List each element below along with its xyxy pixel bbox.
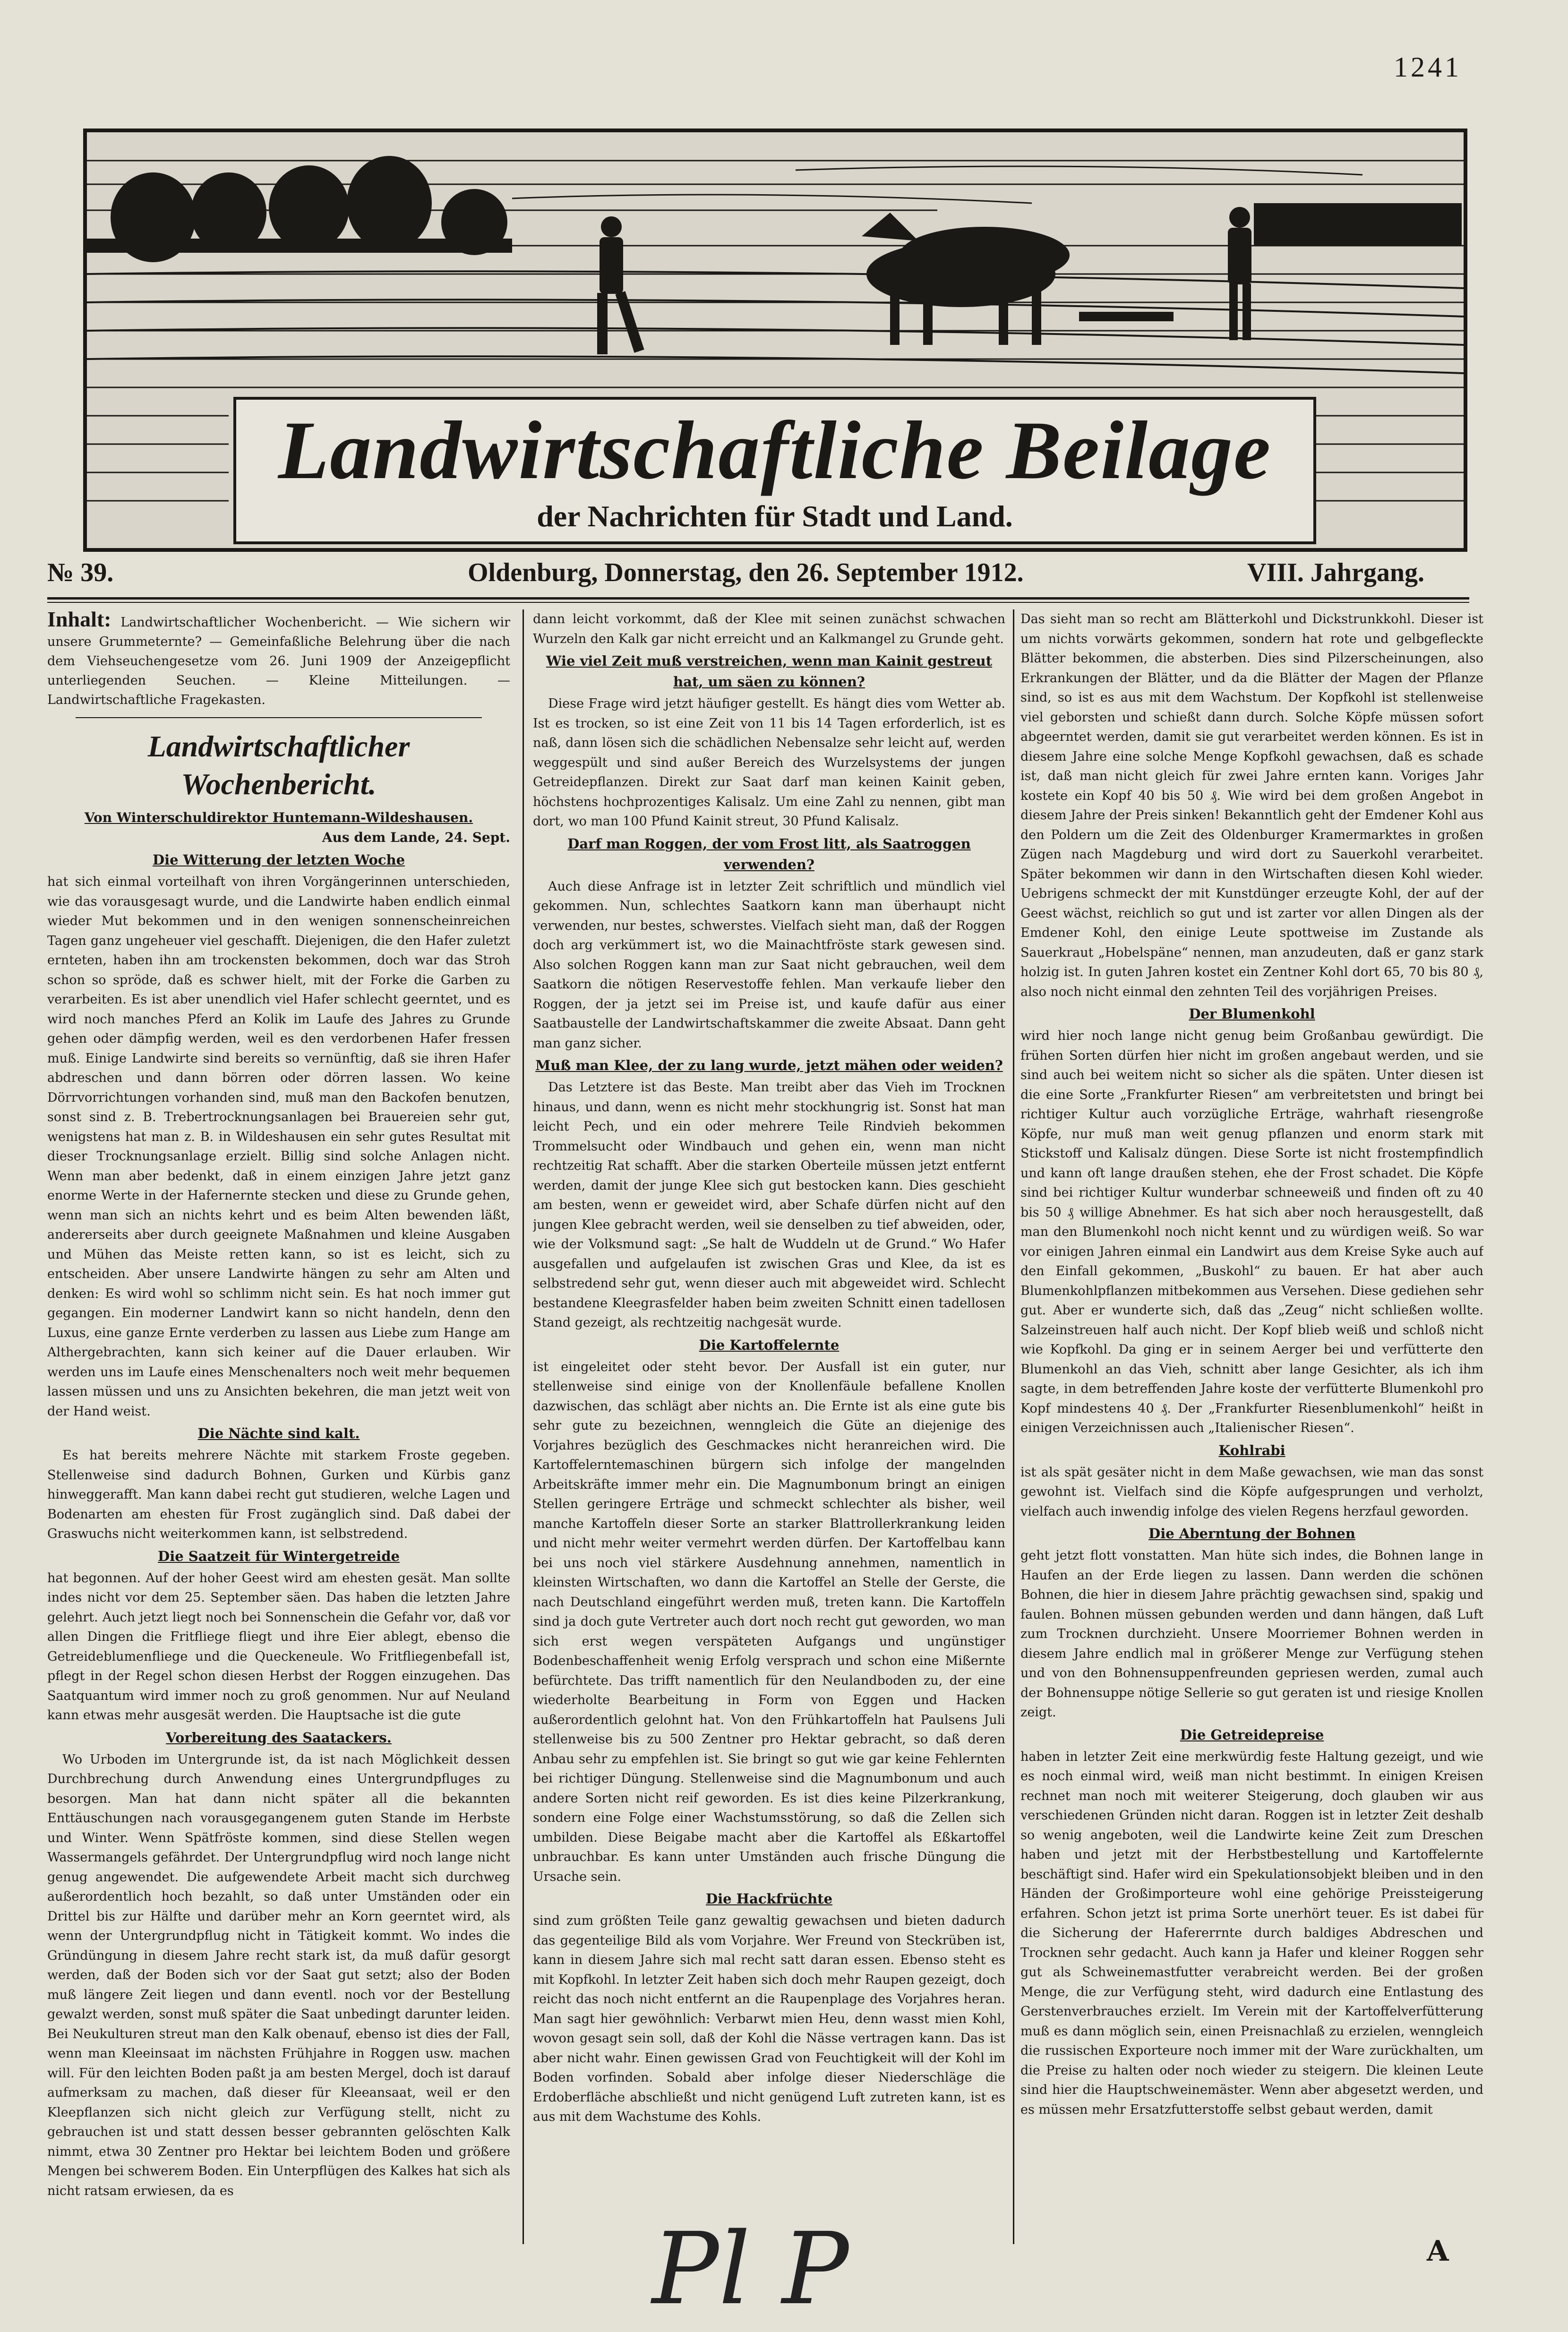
header-rule-thin [47, 602, 1469, 603]
column-3 [1020, 609, 1483, 2254]
paragraph: dann leicht vorkommt, daß der Klee mit seinen zunächst schwachen Wurzeln den Kalk gar nicht erreicht und an Kalkmangel zu Grunde geht. [533, 612, 1005, 646]
folio-number: 1241 [1394, 51, 1462, 83]
paragraph: wird hier noch lange nicht genug beim Großanbau gewürdigt. Die frühen Sorten dürfen hier nicht im großen angebaut werden, und sie sind auch bei weitem nicht so sicher als die späten. Unter diesen ist die eine Sorte „Frankfurter Riesen“ am verbreitetsten und bringt bei richtiger Kultur auch vorzügliche Erträge, wahrhaft riesengroße Köpfe, nur muß man weit genug pflanzen und enorm stark mit Stickstoff und Kalisalz düngen. Diese Sorte ist nicht frostempfindlich und kann oft lange draußen stehen, ehe der Frost schadet. Die Köpfe sind bei richtiger Kultur wunderbar schneeweiß und finden oft zu 40 bis 50 ₰ willige Abnehmer. Es hat sich aber noch herausgestellt, daß man den Blumenkohl noch nicht kennt und zu würdigen weiß. So war vor einigen Jahren einmal ein Landwirt aus dem Kreise Syke auch auf den Einfall gekommen, „Buskohl“ zu bauen. Er hat aber auch Blumenkohlpflanzen mitbekommen aus Versehen. Diese gediehen sehr gut. Aber er wunderte sich, daß das „Zeug“ nicht schließen wollte. Salzeinstreuen half auch nicht. Der Kopf blieb weiß und schloß nicht wie Kopfkohl. Da ging er in seinem Aerger bei und verfütterte den Blumenkohl an das Vieh, schnitt aber lange Gesichter, als ich ihm sagte, in dem betreffenden Jahre koste der verfütterte Blumenkohl pro Kopf mindestens 40 ₰. Der „Frankfurter Riesenblumenkohl“ heißt in einigen Verzeichnissen auch „Italienischer Riesen“. [1020, 1029, 1483, 1435]
issue-volume: VIII. Jahrgang. [1247, 558, 1424, 587]
paragraph: Auch diese Anfrage ist in letzter Zeit schriftlich und mündlich viel gekommen. Nun, schlechtes Saatkorn kann man überhaupt nicht verwenden, nur bestes, schwerstes. Vielfach sieht man, daß der Roggen doch arg verkümmert ist, wo die Mainachtfröste stark gewesen sind. Also solchen Roggen kann man zur Saat nicht gebrauchen, weil dem Saatkorn die nötigen Reservestoffe fehlen. Man verkaufe lieber den Roggen, der ja jetzt sei im Preise ist, und kaufe dafür aus einer Saatbaustelle der Landwirtschaftskammer die zweite Absaat. Dann geht man ganz sicher. [533, 879, 1005, 1051]
separator [76, 717, 482, 718]
column-divider [523, 609, 524, 2244]
paragraph: Das Letztere ist das Beste. Man treibt aber das Vieh im Trocknen hinaus, und dann, wenn es nicht mehr stockhungrig ist. Sonst hat man leicht Pech, und ein oder mehrere Teile Rindvieh bekommen Trommelsucht oder Windbauch und gehen ein, wenn man nicht rechtzeitig Rat schafft. Aber die starken Oberteile müssen jetzt entfernt werden, damit der junge Klee sich gut bestocken kann. Dies geschieht am besten, wenn er geweidet wird, aber Schafe dürfen nicht auf den jungen Klee gebracht werden, weil sie denselben zu tief abweiden, oder, wie der Volksmund sagt: „Se halt de Wuddeln ut de Grund.“ Wo Hafer ausgefallen und aufgelaufen ist zwischen Gras und Klee, da ist es selbstredend sehr gut, wenn dieser auch mit abgeweidet wird. Schlecht bestandene Kleegrasfelder haben beim zweiten Schnitt einen tadellosen Stand gezeigt, als rechtzeitig nachgesät wurde. [533, 1080, 1005, 1330]
section-heading: Die Witterung der letzten Woche [152, 852, 405, 868]
section-heading: Der Blumenkohl [1189, 1006, 1315, 1022]
section-heading: Muß man Klee, der zu lang wurde, jetzt mähen oder weiden? [535, 1057, 1003, 1073]
toc-text: Landwirtschaftlicher Wochenbericht. — Wie sichern wir unsere Grummeternte? — Gemeinfaßliche Belehrung über die nach dem Viehseuchengesetze vom 26. Juni 1909 der Anzeigepflicht unterliegenden Seuchen. — Kleine Mitteilungen. — Landwirtschaftliche Fragekasten. [47, 615, 510, 707]
section-heading: Die Kartoffelernte [699, 1337, 840, 1353]
paragraph: sind zum größten Teile ganz gewaltig gewachsen und bieten dadurch das gegenteilige Bild als vom Vorjahre. Wer Freund von Steckrüben ist, kann in diesem Jahre sich mal recht satt daran essen. Ebenso steht es mit Kopfkohl. In letzter Zeit haben sich doch mehr Raupen gezeigt, doch reicht das noch nicht entfernt an die Raupenplage des Vorjahres heran. Man sagt hier gewöhnlich: Verbarwt mien Heu, denn wasst mien Kohl, wovon gesagt sein soll, daß der Kohl die Nässe vertragen kann. Das ist aber nicht wahr. Einen gewissen Grad von Feuchtigkeit will der Kohl im Boden vorfinden. Sobald aber infolge dieser Niederschläge die Erdoberfläche abschließt und nicht genügend Luft zutreten kann, ist es aus mit dem Wachstume des Kohls. [533, 1913, 1005, 2124]
paragraph: Diese Frage wird jetzt häufiger gestellt. Es hängt dies vom Wetter ab. Ist es trocken, so ist eine Zeit von 11 bis 14 Tagen erforderlich, ist es naß, dann lösen sich die schädlichen Nebensalze sehr leicht auf, werden weggespült und sind außer Bereich des Wurzelsystems der jungen Getreidepflanzen. Direkt zur Saat darf man keinen Kainit geben, höchstens hochprozentiges Kalisalz. Um eine Zahl zu nennen, gibt man dort, wo man 100 Pfund Kainit streut, 30 Pfund Kalisalz. [533, 696, 1005, 829]
paragraph: Es hat bereits mehrere Nächte mit starkem Froste gegeben. Stellenweise sind dadurch Bohnen, Gurken und Kürbis ganz hinweggerafft. Man kann dabei recht gut studieren, welche Lagen und Bodenarten am ehesten für Frost zugänglich sind. Daß dabei der Graswuchs nicht weiterkommen kann, ist selbstredend. [47, 1448, 510, 1541]
paragraph: Das sieht man so recht am Blätterkohl und Dickstrunkkohl. Dieser ist um nichts vorwärts gekommen, sondern hat rote und gelbgefleckte Blätter bekommen, die absterben. Dies sind Pilzerscheinungen, also Erkrankungen der Blätter, und da die Blätter der Magen der Pflanze sind, so ist es aus mit dem Wachstum. Der Kopfkohl ist stellenweise viel geborsten und schießt dann durch. Solche Köpfe müssen sofort abgeerntet werden, damit sie gut verarbeitet werden können. Es ist in diesem Jahre eine solche Menge Kopfkohl gewachsen, daß es schade ist, daß man nicht gleich für zwei Jahre ernten kann. Voriges Jahr kostete ein Kopf 40 bis 50 ₰. Wie wird bei dem großen Angebot in diesem Jahre der Preis sinken! Bekanntlich geht der Emdener Kohl aus den Poldern um die Zeit des Oldenburger Kramermarktes in großen Zügen nach Magdeburg und wird dort zu Sauerkohl verarbeitet. Später bekommen wir dann in den Wirtschaften diesen Kohl wieder. Uebrigens schmeckt der mit Kunstdünger erzeugte Kohl, der auf der Geest wächst, reichlich so gut und ist zarter vor allen Dingen als der Emdener Kohl, den einige Leute spottweise im Zustande als Sauerkraut „Hobelspäne“ nennen, man anzudeuten, daß er ganz stark holzig ist. In guten Jahren kostet ein Zentner Kohl dort 65, 70 bis 80 ₰, also noch nicht einmal den zehnten Teil des vorjährigen Preises. [1020, 612, 1483, 999]
column-divider [1013, 609, 1014, 2244]
page-subtitle: der Nachrichten für Stadt und Land. [537, 499, 1013, 533]
paragraph: haben in letzter Zeit eine merkwürdig feste Haltung gezeigt, und wie es noch einmal wird, weiß man nicht bestimmt. In einigen Kreisen rechnet man noch mit weiterer Steigerung, doch glauben wir aus verschiedenen Gründen nicht daran. Roggen ist in letzter Zeit deshalb so wenig angeboten, weil die Landwirte keine Zeit zum Dreschen haben und jetzt mit der Herbstbestellung und Kartoffelernte beschäftigt sind. Hafer wird ein Spekulationsobjekt bleiben und in den Händen der Großimporteure wohl eine gehörige Preissteigerung erfahren. Schon jetzt ist prima Sorte unerhört teuer. Es ist dabei für die Sicherung der Hafererrnte durch baldiges Abdreschen und Trocknen sehr gedacht. Auch kann ja Hafer und kleiner Roggen sehr gut als Schweinemastfutter verabreicht werden. Bei der großen Menge, die zur Verfügung steht, wird dadurch eine Entlastung des Gerstenverbrauches erzielt. Im Verein mit der Kartoffelverfütterung muß es dann möglich sein, einen Preisnachlaß zu erzielen, wenngleich die russischen Exporteure noch immer mit der Ware zurückhalten, um die Preise zu halten oder noch wieder zu steigern. Die kleinen Leute sind hier die Hauptschweinemäster. Wenn aber abgesetzt werden, und es müssen mehr Ersatzfutterstoffe selbst gebaut werden, damit [1020, 1749, 1483, 2117]
paragraph: hat begonnen. Auf der hoher Geest wird am ehesten gesät. Man sollte indes nicht vor dem 25. September säen. Das haben die letzten Jahre gelehrt. Auch jetzt liegt noch bei Sonnenschein die Gefahr vor, daß vor allen Dingen die Fritfliege fliegt und ihre Eier ablegt, ebenso die Getreideblumenfliege und die Queckeneule. Wo Fritfliegenbefall ist, pflegt in der Regel schon diesen Herbst der Roggen einzugehen. Das Saatquantum wird immer noch zu groß genommen. Nur auf Neuland kann etwas mehr ausgesät werden. Die Hauptsache ist die gute [47, 1570, 510, 1723]
paragraph: Wo Urboden im Untergrunde ist, da ist nach Möglichkeit dessen Durchbrechung durch Anwendung eines Untergrundpfluges zu besorgen. Man hat dann nicht später all die bekannten Enttäuschungen nach vorausgegangenem guten Stande im Herbste und Winter. Wenn Spätfröste kommen, sind diese Stellen wegen Wassermangels gefährdet. Der Untergrundpflug wird noch lange nicht genug angewendet. Die aufgewendete Arbeit macht sich durchweg außerordentlich hoch bezahlt, so daß unter Umständen oder ein Drittel bis zur Hälfte und darüber mehr an Korn geerntet wird, als wenn der Untergrundpflug nicht in Tätigkeit kommt. Wo indes die Gründüngung in diesem Jahre recht stark ist, da muß dafür gesorgt werden, daß der Boden sich vor der Saat gut setzt; also der Boden muß längere Zeit liegen und dann eventl. noch vor der Bestellung gewalzt werden, sonst muß später die Saat unbedingt darunter leiden. Bei Neukulturen streut man den Kalk obenauf, ebenso ist dies der Fall, wenn man Kleeinsaat im nächsten Frühjahre in Roggen usw. machen will. Für den leichten Boden paßt ja am besten Mergel, doch ist darauf aufmerksam zu machen, daß dieser für Kleeansaat, weil er den Kleepflanzen sich nicht gleich zur Verfügung stellt, nicht zu gebrauchen ist und statt dessen besser gebrannten gelöschten Kalk nimmt, etwa 30 Zentner pro Hektar bei leichtem Boden und größere Mengen bei schwerem Boden. Ein Unterpflügen des Kalkes hat sich als nicht ratsam erwiesen, da es [47, 1752, 510, 2198]
paragraph: geht jetzt flott vonstatten. Man hüte sich indes, die Bohnen lange in Haufen an der Erde liegen zu lassen. Dann werden die schönen Bohnen, die hier in diesem Jahre prächtig gewachsen sind, spakig und faulen. Bohnen müssen gebunden werden und dann hängen, daß Luft zum Trocknen durchzieht. Unsere Moorriemer Bohnen werden in diesem Jahre endlich mal in größerer Menge zur Verfügung stehen und von den Bohnensuppenfreunden gepriesen werden, zumal auch der Bohnensuppe nötige Sellerie so gut geraten ist und riesige Knollen zeigt. [1020, 1548, 1483, 1720]
masthead [83, 129, 1467, 552]
column-2 [533, 609, 1005, 2254]
paragraph: hat sich einmal vorteilhaft von ihren Vorgängerinnen unterschieden, wie das vorausgesagt wurde, und die Landwirte haben endlich einmal wieder Mut bekommen und in den wenigen sonnenscheinreichen Tagen ganz ungeheuer viel geschafft. Diejenigen, die den Hafer zuletzt ernteten, haben ihn am trockensten bekommen, doch war das Stroh schon so spröde, daß es schwer hielt, mit der Forke die Garben zu verarbeiten. Es ist aber unendlich viel Hafer schlecht geerntet, und es wird noch manches Pferd an Kolik im Laufe des Jahres zu Grunde gehen oder dämpfig werden, weil es den verdorbenen Hafer fressen muß. Einige Landwirte sind bereits so vernünftig, daß sie ihren Hafer abdreschen und dann börren oder dörren lassen. Wo keine Dörrvorrichtungen vorhanden sind, muß man den Backofen benutzen, sonst sind z. B. Trebertrocknungsanlagen bei Brauereien sehr gut, wenigstens hat man z. B. in Wildeshausen ein sehr gutes Resultat mit dieser Trocknungsanlage erzielt. Billig sind solche Anlagen nicht. Wenn man aber bedenkt, daß in einem einzigen Jahre jetzt ganz enorme Werte in der Hafernernte stecken und diese zu Grunde gehen, wenn man sich an nichts kehrt und es beim Alten bewenden läßt, andererseits aber durch geeignete Maßnahmen und kleine Ausgaben und Mühen das Meiste retten kann, so ist es leicht, sich zu entscheiden. Aber unsere Landwirte hängen zu sehr am Alten und denken: Es wird wohl so schlimm nicht sein. Es hat noch immer gut gegangen. Ein moderner Landwirt kann so nicht handeln, denn den Luxus, eine ganze Ernte verderben zu lassen aus Liebe zum Hange am Althergebrachten, kann sich keiner auf die Dauer erlauben. Wir werden uns im Laufe eines Menschenalters noch weit mehr bequemen lassen müssen und uns zu Ansichten bekehren, die man jetzt weit von der Hand weist. [47, 874, 510, 1419]
article-title: Landwirtschaftlicher Wochenbericht. [147, 729, 410, 801]
column-1 [47, 609, 510, 2254]
section-heading: Die Getreidepreise [1180, 1726, 1324, 1743]
table-of-contents [47, 609, 510, 710]
paragraph: ist als spät gesäter nicht in dem Maße gewachsen, wie man das sonst gewohnt ist. Vielfach sind die Köpfe aufgesprungen und verholzt, vielfach auch inwendig infolge des vielen Regens herzfaul geworden. [1020, 1465, 1483, 1519]
page-title: Landwirtschaftliche Beilage [278, 404, 1272, 497]
issue-dateline: Oldenburg, Donnerstag, den 26. September 1912. [468, 558, 1024, 587]
article-dateline: Aus dem Lande, 24. Sept. [322, 830, 510, 845]
issue-line [47, 557, 1469, 595]
section-heading: Vorbereitung des Saatackers. [166, 1729, 392, 1746]
header-rule [47, 597, 1469, 600]
section-heading: Die Hackfrüchte [705, 1891, 833, 1907]
section-heading: Die Saatzeit für Wintergetreide [158, 1548, 400, 1564]
article-author: Von Winterschuldirektor Huntemann-Wildeshausen. [84, 810, 473, 825]
section-heading: Die Nächte sind kalt. [197, 1425, 360, 1441]
section-heading: Darf man Roggen, der vom Frost litt, als Saatroggen verwenden? [567, 835, 971, 873]
issue-number: № 39. [47, 558, 114, 587]
toc-label: Inhalt: [47, 609, 111, 631]
section-heading: Wie viel Zeit muß verstreichen, wenn man Kainit gestreut hat, um säen zu können? [546, 653, 993, 690]
section-heading: Die Aberntung der Bohnen [1148, 1526, 1355, 1542]
paragraph: ist eingeleitet oder steht bevor. Der Ausfall ist ein guter, nur stellenweise sind einige von der Knollenfäule befallene Knollen dazwischen, das schlägt aber nichts an. Die Ernte ist als eine gute bis sehr gute zu bezeichnen, wenngleich die Güte an diejenige des Vorjahres bezüglich des Geschmackes nicht heranreichen wird. Die Kartoffelerntemaschinen bürgern sich infolge der mangelnden Arbeitskräfte immer mehr ein. Die Magnumbonum bringt an einigen Stellen geringere Erträge und schmeckt schlechter als bisher, weil manche Kartoffeln dieser Sorte an starker Blattrollerkrankung leiden und nicht mehr weiter vermehrt werden dürfen. Der Kartoffelbau kann bei uns noch viel stärkere Ausdehnung annehmen, namentlich in kleinsten Wirtschaften, wo dann die Kartoffel an Stelle der Gerste, die nach Deutschland eingeführt werden muß, treten kann. Die Kartoffeln sind ja doch gute Vertreter auch dort noch recht gut geworden, wo man sich erst wegen verspäteten Aufgangs und ungünstiger Bodenbeschaffenheit wenig Erfolg versprach und schon eine Mißernte befürchtete. Das trifft namentlich für den Neulandboden zu, der eine wiederholte Bearbeitung in Form von Eggen und Hacken außerordentlich gelohnt hat. Von den Frühkartoffeln hat Paulsens Juli stellenweise bis zu 500 Zentner pro Hektar gebracht, so daß deren Anbau sehr zu empfehlen ist. Sie bringt so gut wie gar keine Fehlernten bei richtiger Düngung. Stellenweise sind die Magnumbonum und auch andere Sorten nicht reif geworden. Es ist dies keine Pilzerkrankung, sondern eine Folge einer Wachstumsstörung, so daß die Zellen sich umbilden. Diese Beigabe macht aber die Kartoffel als Eßkartoffel unbrauchbar. Es kann unter Umständen auch frische Düngung die Ursache sein. [533, 1359, 1005, 1884]
handwritten-annotation: Pl P [652, 2211, 849, 2327]
corner-mark: A [1427, 2235, 1449, 2268]
title-panel [233, 397, 1316, 544]
section-heading: Kohlrabi [1218, 1442, 1285, 1458]
